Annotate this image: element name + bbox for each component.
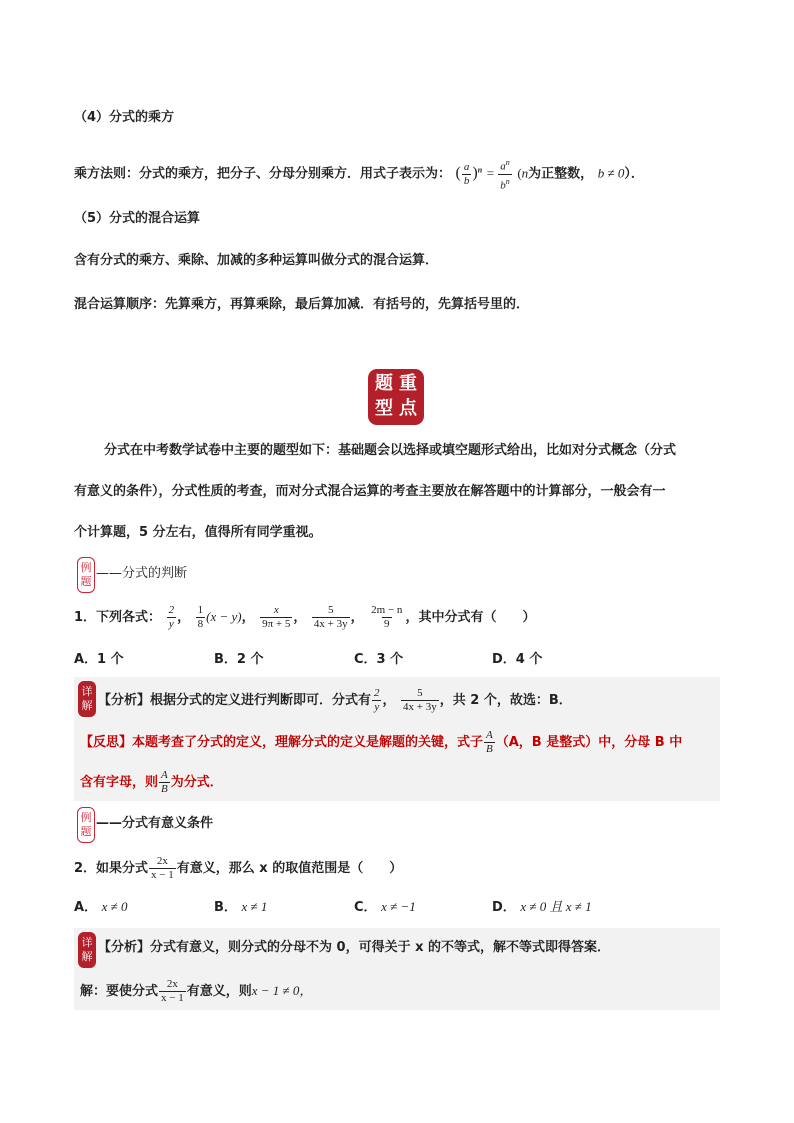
question-1-prefix: 1．下列各式： [74,610,162,625]
example-seal-icon-2: 例 题 [77,807,95,843]
power-rule-label: 乘方法则：分式的乘方，把分子、分母分别乘方．用式子表示为： [74,166,452,182]
power-condition-text: 为正整数， [528,166,594,182]
exponent-n: n [521,165,529,181]
q1-option-c[interactable]: C．3 个 [354,652,404,667]
q2-option-c[interactable]: C． x ≠ −1 [354,899,416,915]
stamp-char-2: 重 [399,373,417,394]
q2-solution-condition: x − 1 ≠ 0， [251,983,313,998]
q1-reflection-line2-suffix: 为分式． [170,775,223,790]
section5-heading: （5）分式的混合运算 [74,211,201,226]
key-question-type-stamp [368,369,424,425]
power-rule-line: 乘方法则：分式的乘方，把分子、分母分别乘方．用式子表示为： ( $\frac{a}{b}$ )$^n$ = $\frac{a^n}{b^n}$ (n为正整数， b ≠ 0）． [74,158,644,192]
q1-reflection-prefix: 【反思】本题考查了分式的定义，理解分式的定义是解题的关键，式子 [80,735,484,750]
q2-option-d[interactable]: D． x ≠ 0 且 x ≠ 1 [492,899,592,915]
section4-heading: （4）分式的乘方 [74,110,175,125]
q1-reflection-mid: （A，B 是整式）中，分母 B 中 [495,735,683,750]
intro-line3: 个计算题，5 分左右，值得所有同学重视。 [74,525,322,540]
formula-a-over-b: $\frac{a}{b}$ [463,160,470,187]
stamp-char-3: 型 [375,398,393,419]
q1-analysis-prefix: 【分析】根据分式的定义进行判断即可．分式有 [98,693,372,708]
example2-title: ——分式有意义条件 [96,816,214,831]
q1-option-d[interactable]: D．4 个 [492,652,543,667]
q1-reflection-line2-prefix: 含有字母，则 [80,775,159,790]
example1-title: ——分式的判断 [96,566,188,581]
power-rule-end: ）． [624,166,644,182]
question-1-suffix: ，其中分式有（ ） [405,610,536,625]
q1-reflection: 【反思】本题考查了分式的定义，理解分式的定义是解题的关键，式子 $\frac{A}{B}$ （A，B 是整式）中，分母 B 中 [80,729,683,755]
q2-solution: 解：要使分式 $\frac{2x}{x - 1}$ 有意义，则x − 1 ≠ 0， [80,978,313,1004]
solution-box-2 [74,928,720,1010]
intro-line1: 分式在中考数学试卷中主要的题型如下：基础题会以选择或填空题形式给出，比如对分式概念（分式 [104,443,677,458]
section5-line2: 混合运算顺序：先算乘方，再算乘除，最后算加减．有括号的，先算括号里的． [74,297,530,312]
q1-reflection-line2: 含有字母，则 $\frac{A}{B}$ 为分式． [80,769,223,795]
stamp-char-4: 点 [399,398,417,419]
q2-option-b[interactable]: B． x ≠ 1 [214,899,268,915]
q1-analysis: 【分析】根据分式的定义进行判断即可．分式有 $\frac{2}{y}$ ， $\frac{5}{4x + 3y}$ ，共 2 个，故选：B． [98,687,572,713]
q2-solution-suffix: 有意义，则 [186,984,252,999]
q2-analysis: 【分析】分式有意义，则分式的分母不为 0，可得关于 x 的不等式，解不等式即得答案． [98,940,611,955]
section5-line1: 含有分式的乘方、乘除、加减的多种运算叫做分式的混合运算． [74,253,439,268]
stamp-char-1: 题 [375,373,393,394]
question-2: 2．如果分式 $\frac{2x}{x - 1}$ 有意义，那么 x 的取值范围是（ ） [74,855,403,881]
intro-line2: 有意义的条件），分式性质的考查，而对分式混合运算的考查主要放在解答题中的计算部分，一般会有一 [74,484,666,499]
example-seal-icon: 例 题 [77,557,95,593]
detail-seal-icon: 详 解 [78,681,96,717]
q2-solution-prefix: 解：要使分式 [80,984,159,999]
question-2-suffix: 有意义，那么 x 的取值范围是（ ） [176,861,403,876]
q1-option-b[interactable]: B．2 个 [214,652,264,667]
q1-analysis-suffix: ，共 2 个，故选：B． [439,693,572,708]
question-2-prefix: 2．如果分式 [74,861,149,876]
q2-option-a[interactable]: A． x ≠ 0 [74,899,128,915]
question-1: 1．下列各式： $\frac{2}{y}$ ， $\frac{1}{8}$ (x − y)， $\frac{x}{9\pi + 5}$ ， $\frac{5}{4x + 3y}$ ， $\frac{2m - n}{9}$ ，其中分式有（ ） [74,604,536,630]
formula-an-over-bn: $\frac{a^n}{b^n}$ [500,158,510,192]
solution-box-1 [74,677,720,801]
b-nonzero: b ≠ 0 [597,165,625,181]
detail-seal-icon-2: 详 解 [78,932,96,968]
q1-option-a[interactable]: A．1 个 [74,652,124,667]
